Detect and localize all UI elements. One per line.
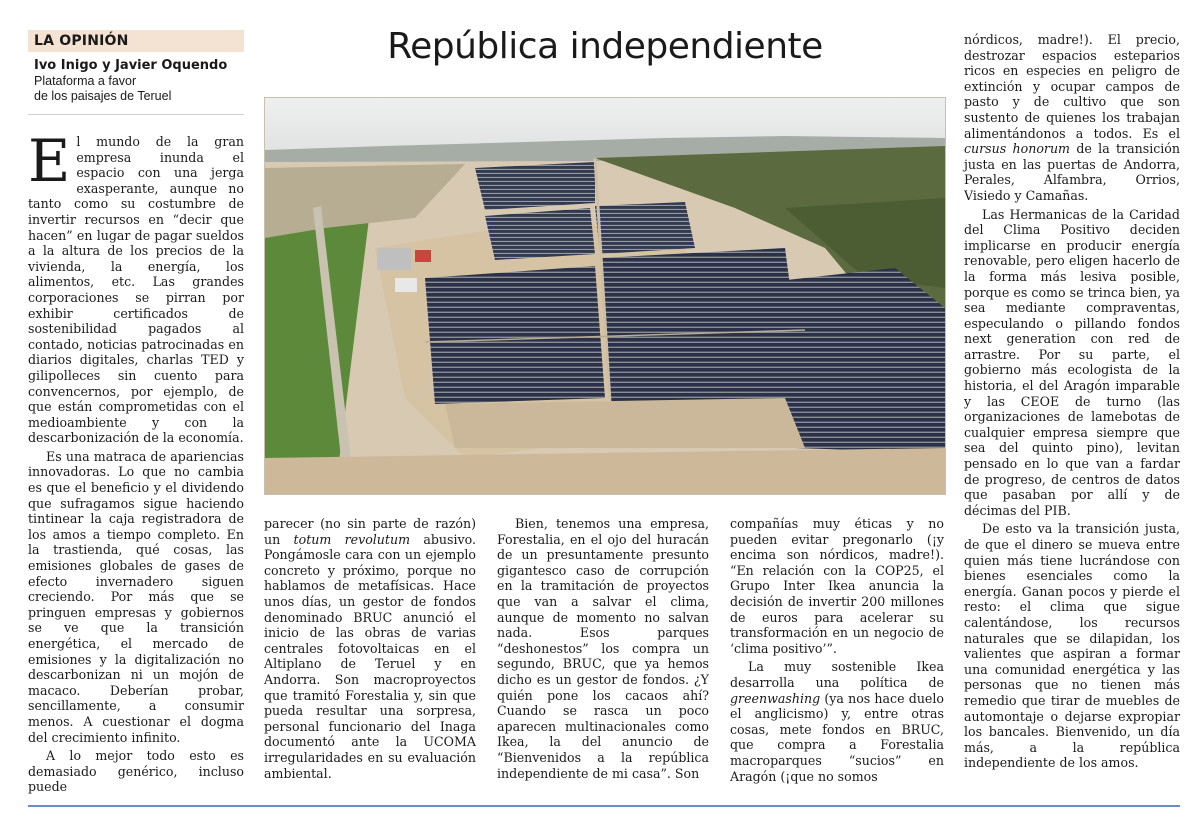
italic-term: greenwashing xyxy=(730,690,821,706)
column-1 xyxy=(28,127,244,798)
author-affiliation-line1: Plataforma a favor xyxy=(34,74,137,88)
byline-divider xyxy=(28,114,244,115)
column-2 xyxy=(264,516,476,784)
text-run: abusivo. Pongámosle cara con un ejemplo concreto y próximo, porque no hablamos de metafísicas. Hace unos días, un gestor de fondos denominado BRUC anunció el inicio de las obras de varias centrales fotovoltaicas en el Altiplano de Teruel y en Andorra. Son macroproyectos que tramitó Forestalia y, sin que pueda resultar una sorpresa, personal funcionario del Inaga documentó ante la UCOMA irregularidades en su evaluación ambiental. xyxy=(264,531,477,781)
byline-box xyxy=(28,30,244,115)
article-paragraph: Bien, tenemos una empresa, Forestalia, en el ojo del huracán de un presuntamente presunto gigantesco caso de corrupción en la tramitación de proyectos que van a salvar el clima, aunque de momento no salvan nada. Esos parques “deshonestos” los compra un segundo, BRUC, que ya hemos dicho es un gestor de fondos. ¿Y quién pone los cacaos ahí? Cuando se rasca un poco aparecen multinacionales como Ikea, la del anuncio de “Bienvenidos a la república independiente de mi casa”. Son xyxy=(497,516,709,781)
article-paragraph: A lo mejor todo esto es demasiado genérico, incluso puede xyxy=(28,748,244,795)
article-paragraph xyxy=(964,32,1180,204)
solar-farm-illustration xyxy=(265,98,945,494)
text-run: La muy sostenible Ikea desarrolla una política de xyxy=(730,659,944,690)
section-label: LA OPINIÓN xyxy=(28,30,244,52)
article-paragraph: Las Hermanicas de la Caridad del Clima Positivo deciden implicarse en producir energía renovable, pero eligen hacerlo de la forma más lesiva posible, porque es como se trinca bien, ya sea mediante compraventas, especulando o pillando fondos next generation con red de arrastre. Por su parte, el gobierno más ecologista de la historia, el del Aragón imparable y las CEOE de turno (las organizaciones de lamebotas de cualquier empresa siempre que sea del quinto pino), levitan pensado en lo que van a fardar de progreso, de centros de datos que pasaban por allí y de décimas del PIB. xyxy=(964,206,1180,518)
article-paragraph: De esto va la transición justa, de que el dinero se mueva entre quien más tiene lucrándose con bienes esenciales como la energía. Ganan pocos y pierde el resto: el clima que sigue calentándose, los recursos naturales que se dilapidan, los valientes que aspiran a formar una comunidad energética y las personas que no tienen más remedio que tirar de muebles de automontaje o dejarse expropiar los bancales. Bienvenido, un día más, a la república independiente de los amos. xyxy=(964,521,1180,771)
text-run: de la transición justa en las puertas de Andorra, Perales, Alfambra, Orrios, Visiedo y Camañas. xyxy=(964,141,1181,203)
italic-term: totum revolutum xyxy=(293,531,411,547)
italic-term: cursus honorum xyxy=(964,141,1071,157)
author-affiliation-line2: de los paisajes de Teruel xyxy=(34,89,172,103)
article-paragraph xyxy=(730,659,944,784)
text-run: (ya nos hace duelo el anglicismo) y, entre otras cosas, mete fondos en BRUC, que compra a Forestalia macroparques “sucios” en Aragón (¡que no somos xyxy=(730,690,944,784)
column-3 xyxy=(497,516,709,784)
text-run: parecer (no sin parte de razón) un xyxy=(264,516,476,547)
article-paragraph xyxy=(264,516,476,781)
text-run: nórdicos, madre!). El precio, destrozar espacios esteparios ricos en especies en peligro de extinción y ocupar campos de pasto y de cultivo que son sustento de quienes los trabajan alimentándonos a todos. Es el xyxy=(964,32,1180,141)
solar-farm-photo xyxy=(264,97,946,495)
article-paragraph: El mundo de la gran empresa inunda el espacio con una jerga exasperante, aunque no tanto como su costumbre de invertir recursos en “decir que hacen” en lugar de pagar sueldos a la altura de los precios de la vivienda, la energía, los alimentos, etc. Las grandes corporaciones se pirran por exhibir certificados de sostenibilidad pagados al contado, noticias patrocinadas en diarios digitales, charlas TED y gilipolleces sin cuento para convencernos, por ejemplo, de que están comprometidas con el medioambiente y con la descarbonización de la economía. xyxy=(28,127,244,446)
author-names: Ivo Inigo y Javier Oquendo xyxy=(34,58,228,73)
column-4 xyxy=(730,516,944,787)
article-paragraph: compañías muy éticas y no pueden evitar pregonarlo (¡y encima son nórdicos, madre!). “En relación con la COP25, el Grupo Inter Ikea anuncia la decisión de invertir 200 millones de euros para acelerar su transformación en un negocio de ‘clima positivo’”. xyxy=(730,516,944,656)
column-5 xyxy=(964,32,1180,774)
article-paragraph: Es una matraca de apariencias innovadoras. Lo que no cambia es que el beneficio y el dividendo que sufragamos sigue haciendo tintinear la caja registradora de los amos a tiempo completo. En la trastienda, qué cosas, las emisiones globales de gases de efecto invernadero siguen creciendo. Por más que se pringuen empresas y gobiernos se ve que la transición energética, el mercado de emisiones y la digitalización no descarbonizan ni un mojón de macaco. Deberían probar, sencillamente, a consumir menos. A cuestionar el dogma del crecimiento infinito. xyxy=(28,448,244,745)
headline: República independiente xyxy=(387,26,823,67)
footer-rule xyxy=(28,805,1180,807)
